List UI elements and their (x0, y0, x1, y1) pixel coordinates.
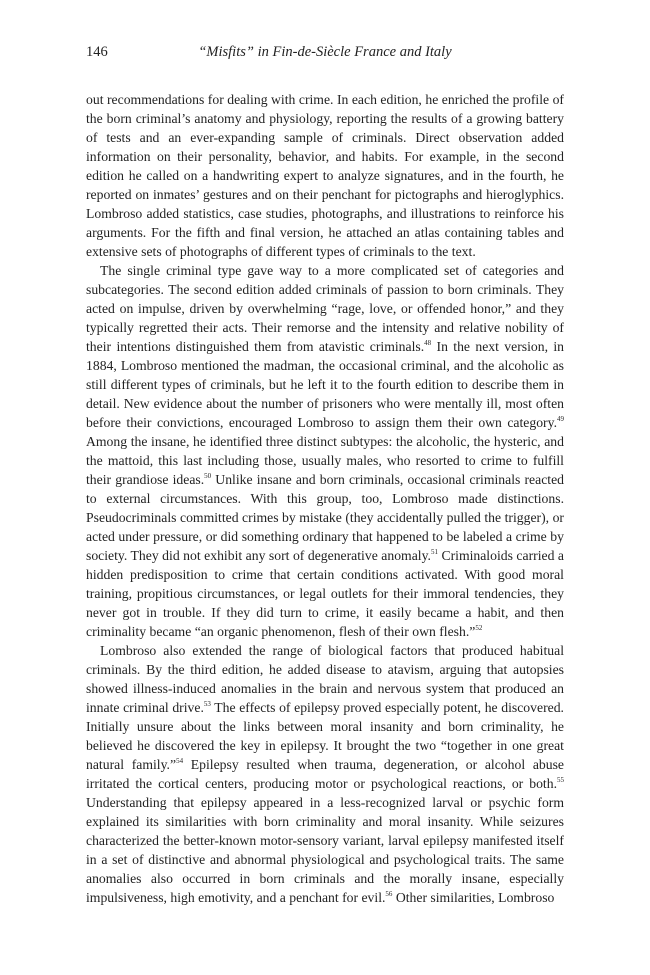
paragraph-text: Other similarities, Lombroso (392, 890, 555, 905)
footnote-marker: 56 (385, 890, 393, 898)
footnote-marker: 52 (475, 624, 483, 632)
paragraph-text: Criminaloids carried a hidden predisposition to crime that certain conditions activated. With good moral training, propitious circumstances, or legal outlets for their immoral tendencies, they never got in trouble. If they did turn to crime, it easily became a habit, and then criminality became “an organic phenomenon, flesh of their own flesh.” (86, 548, 564, 639)
running-title: “Misfits” in Fin-de-Siècle France and Italy (198, 44, 452, 60)
paragraph-text: The single criminal type gave way to a more complicated set of categories and subcategories. The second edition added criminals of passion to born criminals. They acted on impulse, driven by overwhelming “rage, love, or offended honor,” and they typically regretted their acts. Their remorse and the intensity and relative nobility of their intentions distinguished them from atavistic criminals. (86, 263, 564, 354)
paragraph-text: Epilepsy resulted when trauma, degeneration, or alcohol abuse irritated the cortical centers, producing motor or psychological reactions, or both. (86, 757, 564, 791)
paragraph-text: The effects of epilepsy proved especially potent, he discovered. Initially unsure about the links between moral insanity and born criminality, he believed he discovered the key in epilepsy. It brought the two “together in one great natural family.” (86, 700, 564, 772)
body-text (86, 90, 564, 907)
footnote-marker: 51 (430, 548, 438, 556)
footnote-marker: 50 (204, 472, 212, 480)
footnote-marker: 53 (203, 700, 211, 708)
paragraph-text: In the next version, in 1884, Lombroso mentioned the madman, the occasional criminal, and the alcoholic as still different types of criminals, but he left it to the fourth edition to describe them in detail. New evidence about the number of prisoners who were mentally ill, most often before their convictions, encouraged Lombroso to assign them their own category. (86, 339, 564, 430)
paragraph-text: Unlike insane and born criminals, occasional criminals reacted to external circumstances. With this group, too, Lombroso made distinctions. Pseudocriminals committed crimes by mistake (they accidentally pulled the trigger), or acted under pressure, or did something ordinary that happened to be labeled a crime by society. They did not exhibit any sort of degenerative anomaly. (86, 472, 564, 563)
footnote-marker: 54 (176, 757, 184, 765)
footnote-marker: 48 (424, 339, 432, 347)
paragraph (86, 641, 564, 907)
page-number: 146 (86, 44, 108, 60)
footnote-marker: 55 (557, 776, 564, 784)
paragraph-text: out recommendations for dealing with crime. In each edition, he enriched the profile of the born criminal’s anatomy and physiology, reporting the results of a growing battery of tests and an ever-expanding sample of criminals. Direct observation added information on their personality, behavior, and habits. For example, in the second edition he called on a handwriting expert to analyze signatures, and in the fourth, he reported on inmates’ gestures and on their penchant for pictographs and hieroglyphics. Lombroso added statistics, case studies, photographs, and illustrations to reinforce his arguments. For the fifth and final version, he attached an atlas containing tables and extensive sets of photographs of different types of criminals to the text. (86, 92, 564, 259)
running-head (86, 44, 564, 64)
paragraph-text: Among the insane, he identified three distinct subtypes: the alcoholic, the hysteric, and the mattoid, this last including those, usually males, who resorted to crime to fulfill their grandiose ideas. (86, 434, 564, 487)
paragraph (86, 261, 564, 641)
paragraph-text: Lombroso also extended the range of biological factors that produced habitual criminals. By the third edition, he added disease to atavism, arguing that autopsies showed illness-induced anomalies in the brain and nervous system that produced an innate criminal drive. (86, 643, 564, 715)
paragraph (86, 90, 564, 261)
paragraph-text: Understanding that epilepsy appeared in a less-recognized larval or psychic form explained its similarities with born criminality and moral insanity. While seizures characterized the better-known motor-sensory variant, larval epilepsy manifested itself in a set of distinctive and abnormal physiological and psychological traits. The same anomalies also occurred in born criminals and the morally insane, especially impulsiveness, high emotivity, and a penchant for evil. (86, 795, 564, 905)
footnote-marker: 49 (557, 415, 564, 423)
